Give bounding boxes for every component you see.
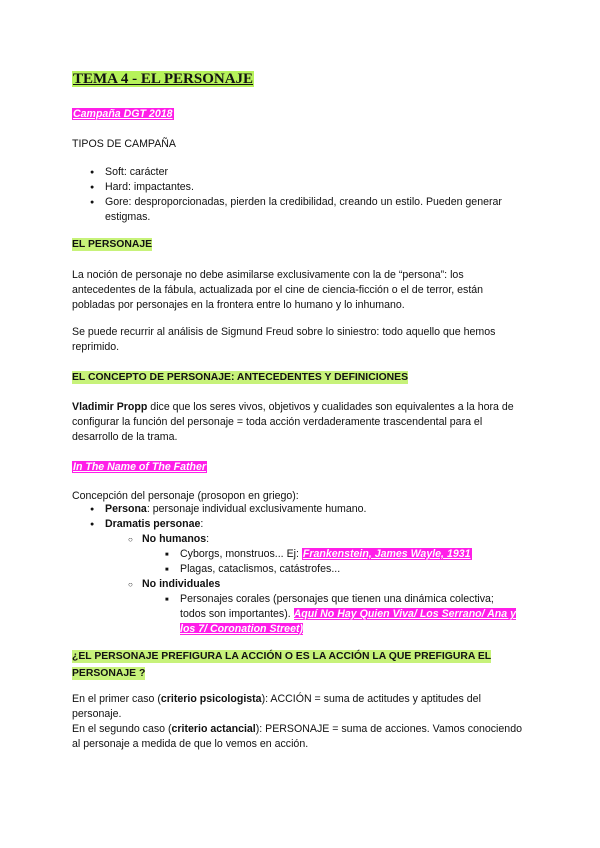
paragraph-segundo-caso [72, 722, 528, 752]
campaign-block [72, 107, 174, 122]
list-item: ■ Plagas, cataclismos, catástrofes... [72, 562, 528, 577]
concepcion-text: Concepción del personaje (prosopon en griego): [72, 490, 299, 502]
text: ): ACCIÓN = suma de actitudes y aptitudes del personaje. [72, 693, 481, 720]
tipos-list [72, 165, 528, 225]
section-heading-prefigura [72, 648, 528, 682]
tipos-heading: TIPOS DE CAMPAÑA [72, 138, 176, 150]
list-item [72, 517, 528, 532]
title-block [72, 72, 254, 88]
persona-label: Persona [105, 503, 147, 515]
text: En el segundo caso ( [72, 723, 172, 735]
list-item: ● Gore: desproporcionadas, pierden la credibilidad, creando un estilo. Pueden generar estigmas. [72, 195, 528, 225]
criterio-psicologista: criterio psicologista [160, 693, 262, 705]
list-item: ● Soft: carácter [72, 165, 528, 180]
page-title: TEMA 4 - EL PERSONAJE [73, 71, 254, 87]
paragraph: La noción de personaje no debe asimilarse exclusivamente con la de “persona”: los antecedentes de la fábula, actualizada por el cine de ciencia-ficción o el de terror, están pobladas por personajes en la frontera entre lo humano y lo inhumano. [72, 269, 484, 311]
no-humanos-label: No humanos [142, 533, 207, 545]
list-item [72, 577, 528, 592]
concepcion-list [72, 502, 528, 637]
section-heading-concepto [72, 370, 408, 385]
paragraph-primer-caso [72, 692, 528, 722]
propp-name: Vladimir Propp [72, 401, 148, 413]
section-heading: EL CONCEPTO DE PERSONAJE: ANTECEDENTES Y DEFINICIONES [72, 372, 409, 383]
section-heading: ¿EL PERSONAJE PREFIGURA LA ACCIÓN O ES LA ACCIÓN LA QUE PREFIGURA EL PERSONAJE ? [72, 651, 492, 679]
corales-text: Personajes corales (personajes que tienen una dinámica colectiva; todos son importantes). [180, 593, 494, 620]
section-heading-personaje [72, 237, 152, 252]
text: ): PERSONAJE = suma de acciones. Vamos conociendo al personaje a medida de que lo vemos en acción. [72, 723, 522, 750]
paragraph: Se puede recurrir al análisis de Sigmund Freud sobre lo siniestro: todo aquello que hemos reprimido. [72, 326, 496, 353]
criterio-actancial: criterio actancial [171, 723, 256, 735]
no-individuales-label: No individuales [142, 578, 221, 590]
text: En el primer caso ( [72, 693, 161, 705]
list-item [72, 502, 528, 517]
film-tag: In The Name of The Father [73, 461, 207, 473]
section-heading: EL PERSONAJE [72, 239, 153, 250]
paragraph-propp [72, 400, 528, 445]
list-item [72, 547, 528, 562]
campaign-tag: Campaña DGT 2018 [73, 108, 173, 120]
frankenstein-tag: Frankenstein, James Wayle, 1931 [302, 548, 471, 560]
film-block [72, 460, 207, 475]
cyborgs-text: Cyborgs, monstruos... Ej: [180, 548, 302, 560]
list-item: ● Hard: impactantes. [72, 180, 528, 195]
no-humanos-colon: : [206, 533, 210, 545]
dramatis-colon: : [200, 518, 204, 530]
list-item [72, 592, 520, 637]
series-tag: Aquí No Hay Quien Viva/ Los Serrano/ Ana y los 7/ Coronation Street) [180, 608, 516, 635]
persona-text: : personaje individual exclusivamente humano. [146, 503, 367, 515]
dramatis-label: Dramatis personae [105, 518, 201, 530]
propp-text: dice que los seres vivos, objetivos y cualidades son equivalentes a la hora de configurar la función del personaje = toda acción verdaderamente trascendental para el desarrollo de la trama. [72, 401, 514, 443]
list-item [72, 532, 528, 547]
